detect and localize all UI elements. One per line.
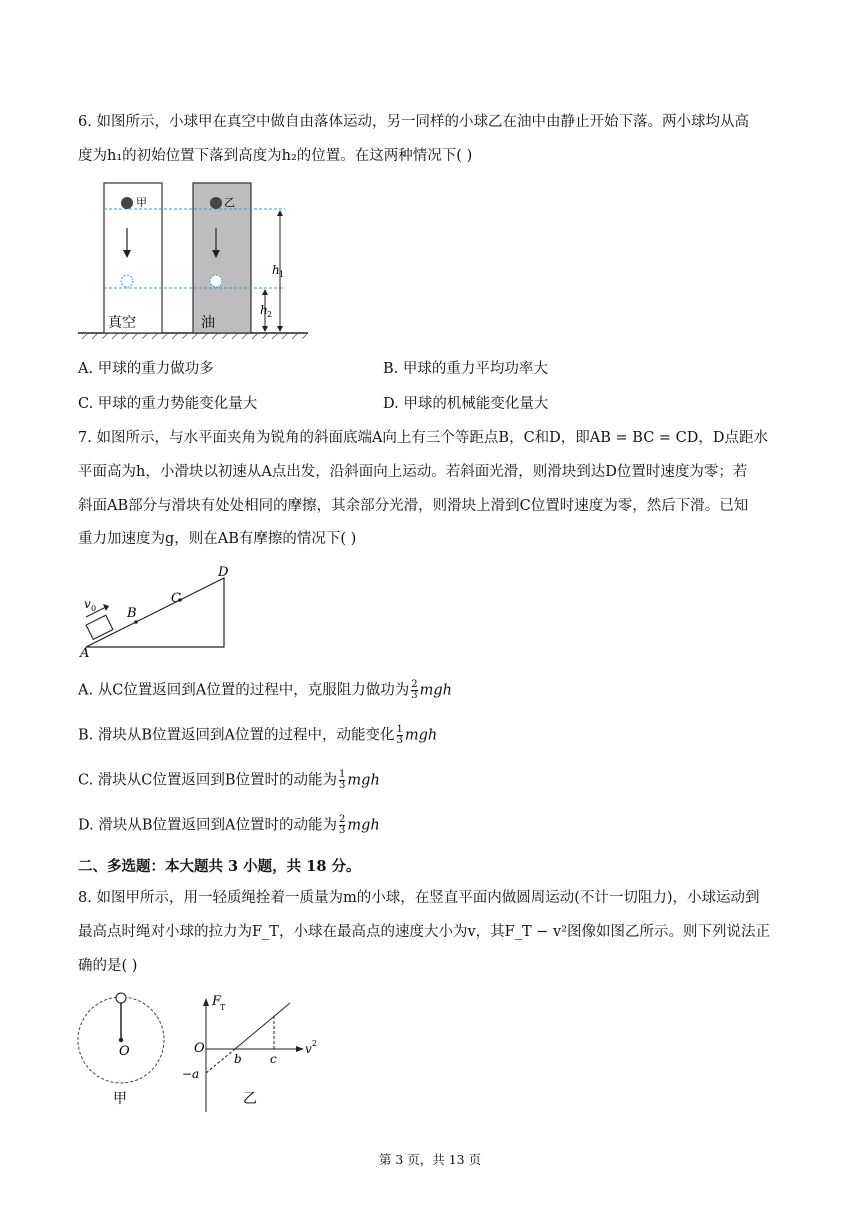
q8-line-2: 最高点时绳对小球的拉力为F_T，小球在最高点的速度大小为v，其F_T − v²图像如图乙所示。则下列说法正 bbox=[78, 924, 771, 940]
label-h1-sub: 1 bbox=[279, 270, 285, 279]
q6-option-b: B. 甲球的重力平均功率大 bbox=[383, 361, 548, 377]
label-neg-a: −a bbox=[182, 1067, 200, 1081]
label-A: A bbox=[80, 646, 90, 661]
label-oil: 油 bbox=[201, 315, 215, 331]
q7-option-a-fraction: $\frac{2}{3}$ bbox=[411, 679, 418, 701]
q7-option-c-fraction: $\frac{1}{3}$ bbox=[339, 769, 346, 791]
q7-line-2: 平面高为h，小滑块以初速从A点出发，沿斜面向上运动。若斜面光滑，则滑块到达D位置时速度为零；若 bbox=[78, 464, 748, 480]
label-h2-sub: 2 bbox=[267, 310, 273, 319]
q7-line-3: 斜面AB部分与滑块有处处相同的摩擦，其余部分光滑，则滑块上滑到C位置时速度为零，然后下滑。已知 bbox=[78, 498, 749, 514]
label-h2: h bbox=[260, 303, 268, 317]
q7-option-b-fraction: $\frac{1}{3}$ bbox=[396, 724, 403, 746]
q7-option-d: D. 滑块从B位置返回到A位置时的动能为 $\frac{2}{3}$ mgh bbox=[78, 814, 380, 836]
q7-option-c-text: C. 滑块从C位置返回到B位置时的动能为 bbox=[78, 772, 338, 789]
label-C: C bbox=[171, 591, 181, 606]
label-B: B bbox=[127, 606, 137, 621]
q7-option-a-text: A. 从C位置返回到A位置的过程中，克服阻力做功为 bbox=[78, 682, 410, 699]
label-fig-yi: 乙 bbox=[243, 1091, 257, 1107]
label-v2: v bbox=[305, 1042, 312, 1056]
label-v0: v bbox=[84, 597, 91, 611]
label-fig-jia: 甲 bbox=[113, 1091, 127, 1107]
label-v2-sup: 2 bbox=[312, 1039, 318, 1048]
q8-line-1: 8. 如图甲所示，用一轻质绳拴着一质量为m的小球，在竖直平面内做圆周运动(不计一切阻力)，小球运动到 bbox=[78, 890, 760, 906]
label-O-jia: O bbox=[119, 1044, 130, 1059]
label-v0-sub: 0 bbox=[91, 604, 97, 613]
q7-option-b-text: B. 滑块从B位置返回到A位置的过程中，动能变化 bbox=[78, 727, 395, 744]
label-b: b bbox=[234, 1052, 242, 1066]
q7-option-d-fraction: $\frac{2}{3}$ bbox=[338, 814, 346, 836]
q7-option-d-text: D. 滑块从B位置返回到A位置时的动能为 bbox=[78, 817, 337, 834]
label-vacuum: 真空 bbox=[108, 315, 136, 331]
label-O-yi: O bbox=[194, 1041, 205, 1056]
label-c: c bbox=[270, 1052, 277, 1066]
section-heading: 二、多选题：本大题共 3 小题，共 18 分。 bbox=[78, 858, 361, 875]
label-FT-sub: T bbox=[220, 1003, 226, 1012]
q6-option-d: D. 甲球的机械能变化量大 bbox=[383, 396, 549, 412]
q6-line-1: 6. 如图所示，小球甲在真空中做自由落体运动，另一同样的小球乙在油中由静止开始下落。两小球均从高 bbox=[78, 114, 749, 130]
q6-option-c: C. 甲球的重力势能变化量大 bbox=[78, 396, 258, 412]
label-FT: F bbox=[212, 994, 222, 1009]
label-h1: h bbox=[272, 263, 280, 277]
label-jia: 甲 bbox=[136, 196, 147, 209]
q7-option-a: A. 从C位置返回到A位置的过程中，克服阻力做功为 $\frac{2}{3}$ mgh bbox=[78, 679, 453, 701]
q7-option-b: B. 滑块从B位置返回到A位置的过程中，动能变化 $\frac{1}{3}$ mgh bbox=[78, 724, 438, 746]
q8-line-3: 确的是( ) bbox=[78, 958, 138, 974]
q6-option-a: A. 甲球的重力做功多 bbox=[78, 361, 214, 377]
q7-option-c: C. 滑块从C位置返回到B位置时的动能为 $\frac{1}{3}$ mgh bbox=[78, 769, 380, 791]
page-footer: 第 3 页，共 13 页 bbox=[378, 1152, 482, 1167]
label-yi: 乙 bbox=[224, 196, 235, 209]
q6-line-2: 度为h₁的初始位置下落到高度为h₂的位置。在这两种情况下( ) bbox=[78, 148, 473, 164]
q7-line-4: 重力加速度为g，则在AB有摩擦的情况下( ) bbox=[78, 531, 357, 547]
label-D: D bbox=[218, 565, 229, 580]
q7-line-1: 7. 如图所示，与水平面夹角为锐角的斜面底端A向上有三个等距点B，C和D，即AB = BC = CD，D点距水 bbox=[78, 430, 769, 446]
